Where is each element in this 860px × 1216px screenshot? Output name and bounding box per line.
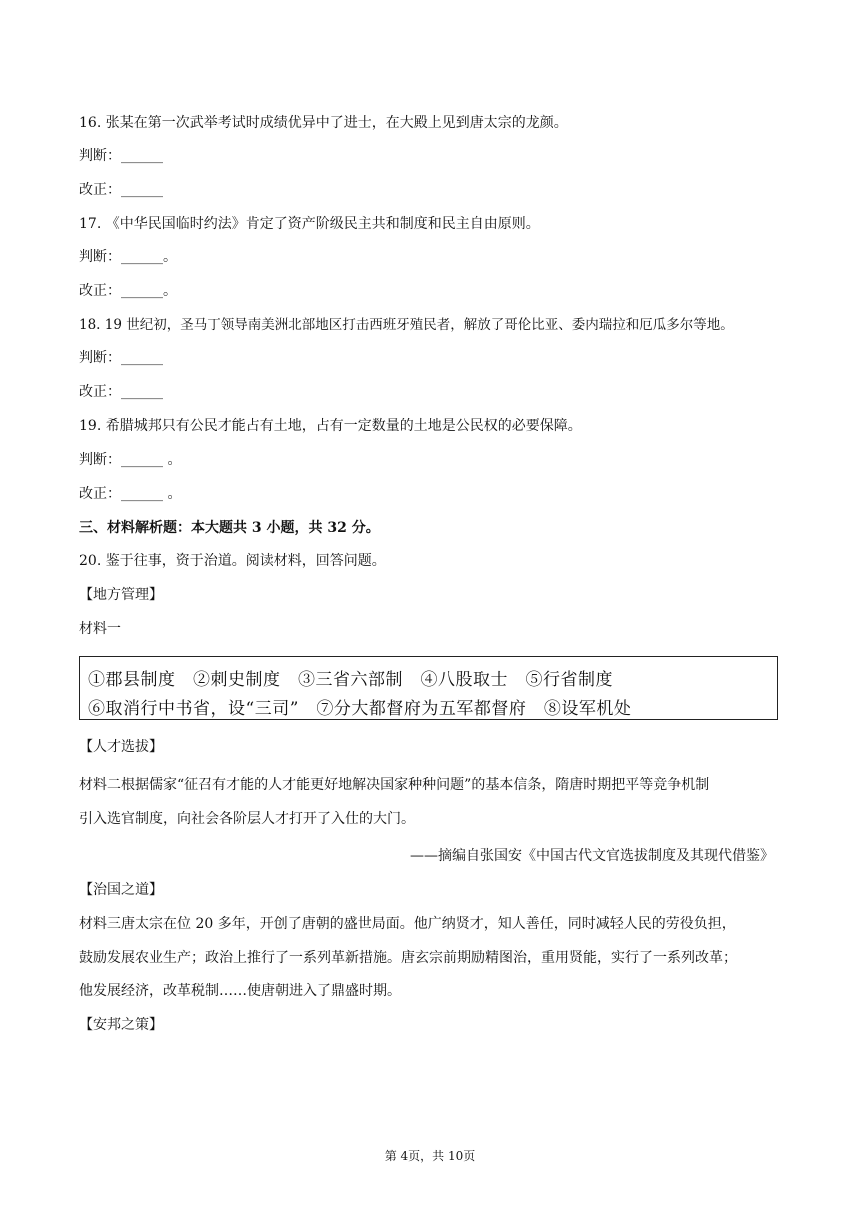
subheading-local-admin: 【地方管理】 [79,587,163,603]
q18-correct: 改正：______ [79,384,163,400]
q20-stem: 20. 鉴于往事，资于治道。阅读材料，回答问题。 [79,553,386,569]
material-one-row-1: ①郡县制度 ②刺史制度 ③三省六部制 ④八股取士 ⑤行省制度 [88,670,613,690]
material-one-row-2: ⑥取消行中书省，设“三司” ⑦分大都督府为五军都督府 ⑧设军机处 [88,699,632,719]
material-one-box [79,656,778,720]
material-two-source: ——摘编自张国安《中国古代文官选拔制度及其现代借鉴》 [410,848,774,864]
page-footer: 第 4页，共 10页 [384,1149,476,1163]
q17-correct: 改正：______。 [79,283,177,299]
subheading-talent: 【人才选拔】 [79,739,163,755]
q18-judge: 判断：______ [79,350,163,366]
material-one-label: 材料一 [79,621,121,637]
subheading-stability: 【安邦之策】 [79,1017,163,1033]
material-two-line-2: 引入选官制度，向社会各阶层人才打开了入仕的大门。 [79,811,415,827]
q18-text: 18. 19 世纪初，圣马丁领导南美洲北部地区打击西班牙殖民者，解放了哥伦比亚、委内瑞拉和厄瓜多尔等地。 [79,317,734,333]
material-three-line-2: 鼓励发展农业生产；政治上推行了一系列革新措施。唐玄宗前期励精图治，重用贤能，实行了一系列改革； [79,950,737,966]
material-two-line-1: 材料二根据儒家“征召有才能的人才能更好地解决国家种种问题”的基本信条，隋唐时期把平等竞争机制 [79,777,710,793]
q16-judge: 判断：______ [79,148,163,164]
q19-text: 19. 希腊城邦只有公民才能占有土地，占有一定数量的土地是公民权的必要保障。 [79,418,582,434]
q19-judge: 判断：______ 。 [79,452,182,468]
material-three-line-1: 材料三唐太宗在位 20 多年，开创了唐朝的盛世局面。他广纳贤才，知人善任，同时减轻人民的劳役负担， [79,916,736,932]
subheading-governance: 【治国之道】 [79,882,163,898]
q19-correct: 改正：______ 。 [79,486,182,502]
q17-text: 17. 《中华民国临时约法》肯定了资产阶级民主共和制度和民主自由原则。 [79,216,540,232]
q16-text: 16. 张某在第一次武举考试时成绩优异中了进士，在大殿上见到唐太宗的龙颜。 [79,115,568,131]
q16-correct: 改正：______ [79,182,163,198]
section-heading: 三、材料解析题：本大题共 3 小题，共 32 分。 [79,520,380,536]
q17-judge: 判断：______。 [79,249,177,265]
material-three-line-3: 他发展经济，改革税制……使唐朝进入了鼎盛时期。 [79,983,401,999]
